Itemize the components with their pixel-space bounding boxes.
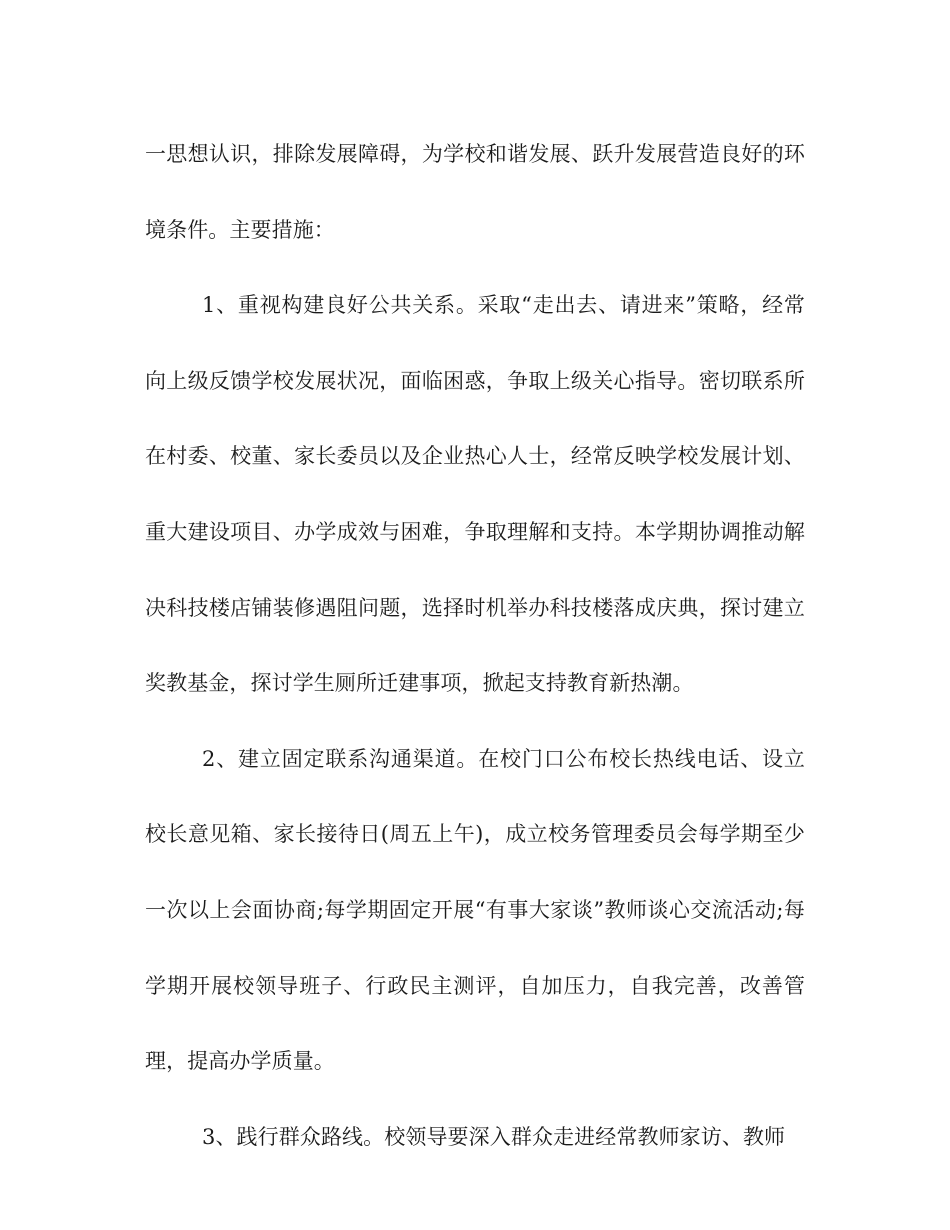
paragraph-measure-2: 2、建立固定联系沟通渠道。在校门口公布校长热线电话、设立校长意见箱、家长接待日(周五上午)，成立校务管理委员会每学期至少一次以上会面协商;每学期固定开展“有事大家谈”教师谈心交流活动;每学期开展校领导班子、行政民主测评，自加压力，自我完善，改善管理，提高办学质量。: [145, 746, 805, 1074]
document-body: [145, 117, 805, 1175]
paragraph-measure-1: 1、重视构建良好公共关系。采取“走出去、请进来”策略，经常向上级反馈学校发展状况，面临困惑，争取上级关心指导。密切联系所在村委、校董、家长委员以及企业热心人士，经常反映学校发展计划、重大建设项目、办学成效与困难，争取理解和支持。本学期协调推动解决科技楼店铺装修遇阻问题，选择时机举办科技楼落成庆典，探讨建立奖教基金，探讨学生厕所迁建事项，掀起支持教育新热潮。: [145, 293, 805, 696]
paragraph-measure-3: 3、践行群众路线。校领导要深入群众走进经常教师家访、教师: [202, 1124, 786, 1149]
paragraph-continuation: 一思想认识，排除发展障碍，为学校和谐发展、跃升发展营造良好的环境条件。主要措施：: [145, 142, 805, 242]
